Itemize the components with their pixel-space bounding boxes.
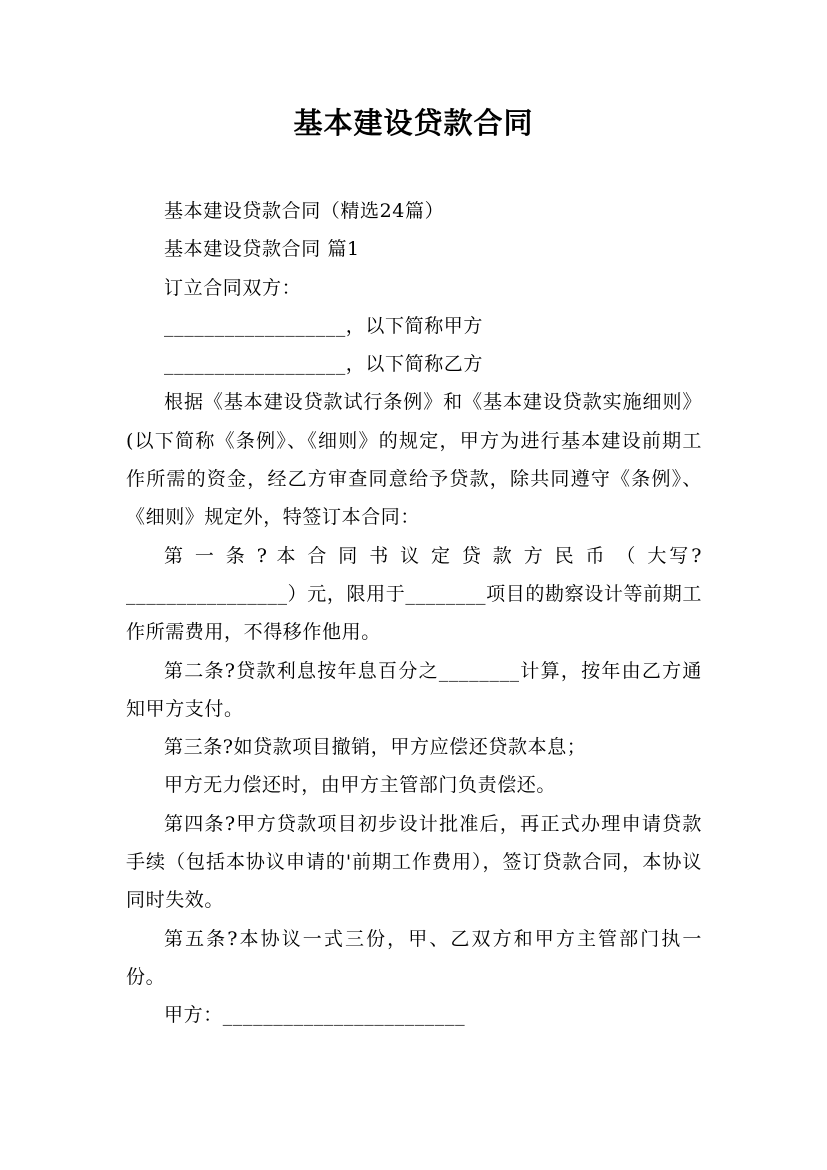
paragraph-preamble: 根据《基本建设贷款试行条例》和《基本建设贷款实施细则》(以下简称《条例》、《细则》的规定，甲方为进行基本建设前期工作所需的资金，经乙方审查同意给予贷款，除共同遵守《条例》、《细则》规定外，特签订本合同： <box>126 391 702 529</box>
paragraph-article-2: 第二条?贷款利息按年息百分之________计算，按年由乙方通知甲方支付。 <box>126 659 702 720</box>
paragraph-article-1: 第 一 条 ? 本 合 同 书 议 定 贷 款 方 民 币 （ 大写?________________）元，限用于________项目的勘察设计等前期工作所需费用，不得移作他用。 <box>126 544 702 644</box>
document-title: 基本建设贷款合同 <box>293 106 534 140</box>
paragraph-subtitle: 基本建设贷款合同（精选24篇） <box>164 200 445 222</box>
paragraph-party-a-line: __________________，以下简称甲方 <box>164 314 484 337</box>
paragraph-article-3: 第三条?如贷款项目撤销，甲方应偿还贷款本息； <box>164 736 587 759</box>
paragraph-article-3-cont: 甲方无力偿还时，由甲方主管部门负责偿还。 <box>164 774 557 797</box>
paragraph-signature-party-a: 甲方：________________________ <box>164 1004 466 1027</box>
paragraph-parties-intro: 订立合同双方： <box>164 276 302 299</box>
paragraph-section-heading: 基本建设贷款合同 篇1 <box>164 238 360 261</box>
paragraph-article-4: 第四条?甲方贷款项目初步设计批准后，再正式办理申请贷款手续（包括本协议申请的'前期工作费用），签订贷款合同，本协议同时失效。 <box>126 812 702 912</box>
document-body <box>126 192 702 1035</box>
paragraph-article-5: 第五条?本协议一式三份，甲、乙双方和甲方主管部门执一份。 <box>126 927 702 988</box>
paragraph-party-b-line: __________________，以下简称乙方 <box>164 353 484 376</box>
